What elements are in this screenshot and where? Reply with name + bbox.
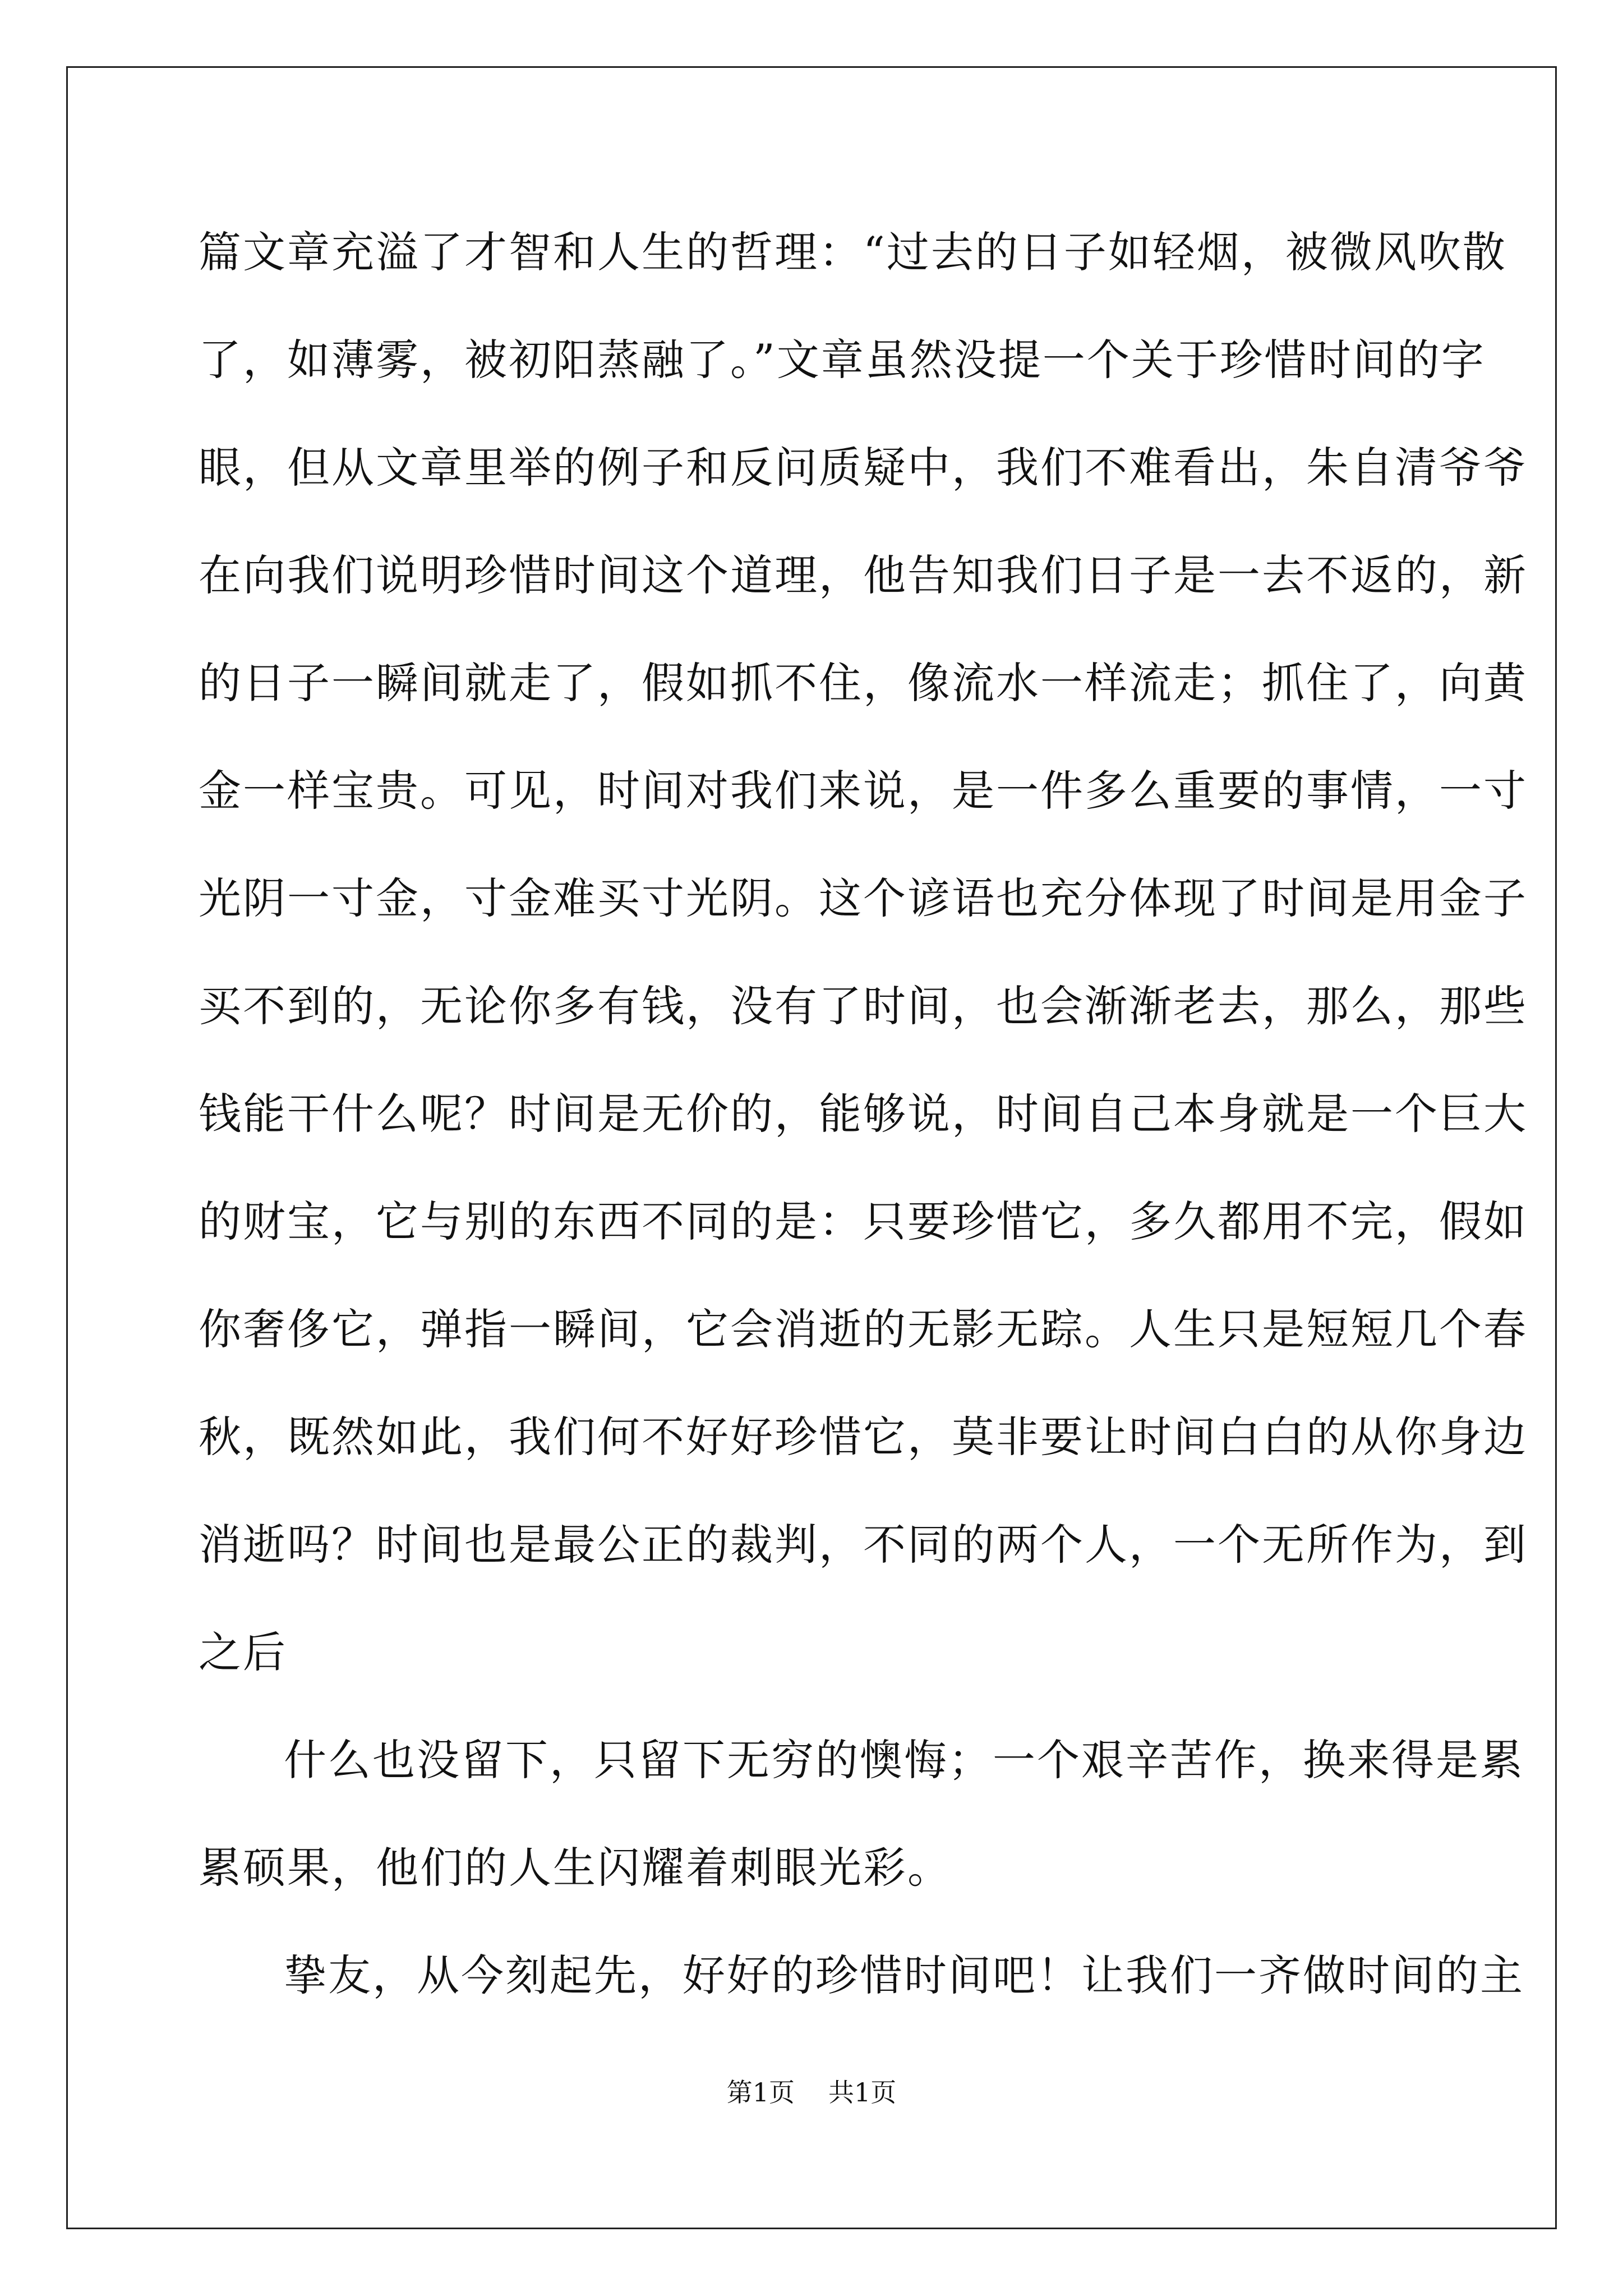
- text-line: 了，如薄雾，被初阳蒸融了。”文章虽然没提一个关于珍惜时间的字: [199, 335, 1486, 385]
- page-number-current: 第1页: [726, 2077, 795, 2108]
- page-number-total: 共1页: [828, 2077, 897, 2108]
- text-line: 你奢侈它，弹指一瞬间，它会消逝的无影无踪。人生只是短短几个春: [199, 1304, 1528, 1354]
- text-line: 的财宝，它与别的东西不同的是：只要珍惜它，多久都用不完，假如: [199, 1197, 1528, 1246]
- text-line-indented: 什么也没留下，只留下无穷的懊悔；一个艰辛苦作，换来得是累: [284, 1735, 1524, 1785]
- document-body: [199, 219, 1528, 2050]
- text-line: 消逝吗？时间也是最公正的裁判，不同的两个人，一个无所作为，到: [199, 1520, 1528, 1570]
- text-line: 眼，但从文章里举的例子和反问质疑中，我们不难看出，朱自清爷爷: [199, 443, 1528, 493]
- text-line: 买不到的，无论你多有钱，没有了时间，也会渐渐老去，那么，那些: [199, 981, 1528, 1031]
- page-footer: [0, 2076, 1623, 2109]
- text-line: 累硕果，他们的人生闪耀着刺眼光彩。: [199, 1843, 952, 1893]
- text-line-indented: 挚友，从今刻起先，好好的珍惜时间吧！让我们一齐做时间的主: [284, 1950, 1524, 2000]
- text-line: 在向我们说明珍惜时间这个道理，他告知我们日子是一去不返的，新: [199, 550, 1528, 600]
- text-line: 光阴一寸金，寸金难买寸光阴。这个谚语也充分体现了时间是用金子: [199, 873, 1528, 923]
- text-line: 金一样宝贵。可见，时间对我们来说，是一件多么重要的事情，一寸: [199, 766, 1528, 816]
- text-line: 钱能干什么呢？时间是无价的，能够说，时间自己本身就是一个巨大: [199, 1089, 1528, 1139]
- text-line: 之后: [199, 1627, 287, 1677]
- text-line: 的日子一瞬间就走了，假如抓不住，像流水一样流走；抓住了，向黄: [199, 658, 1528, 708]
- text-line: 篇文章充溢了才智和人生的哲理：“过去的日子如轻烟，被微风吹散: [199, 227, 1507, 277]
- text-line: 秋，既然如此，我们何不好好珍惜它，莫非要让时间白白的从你身边: [199, 1412, 1528, 1462]
